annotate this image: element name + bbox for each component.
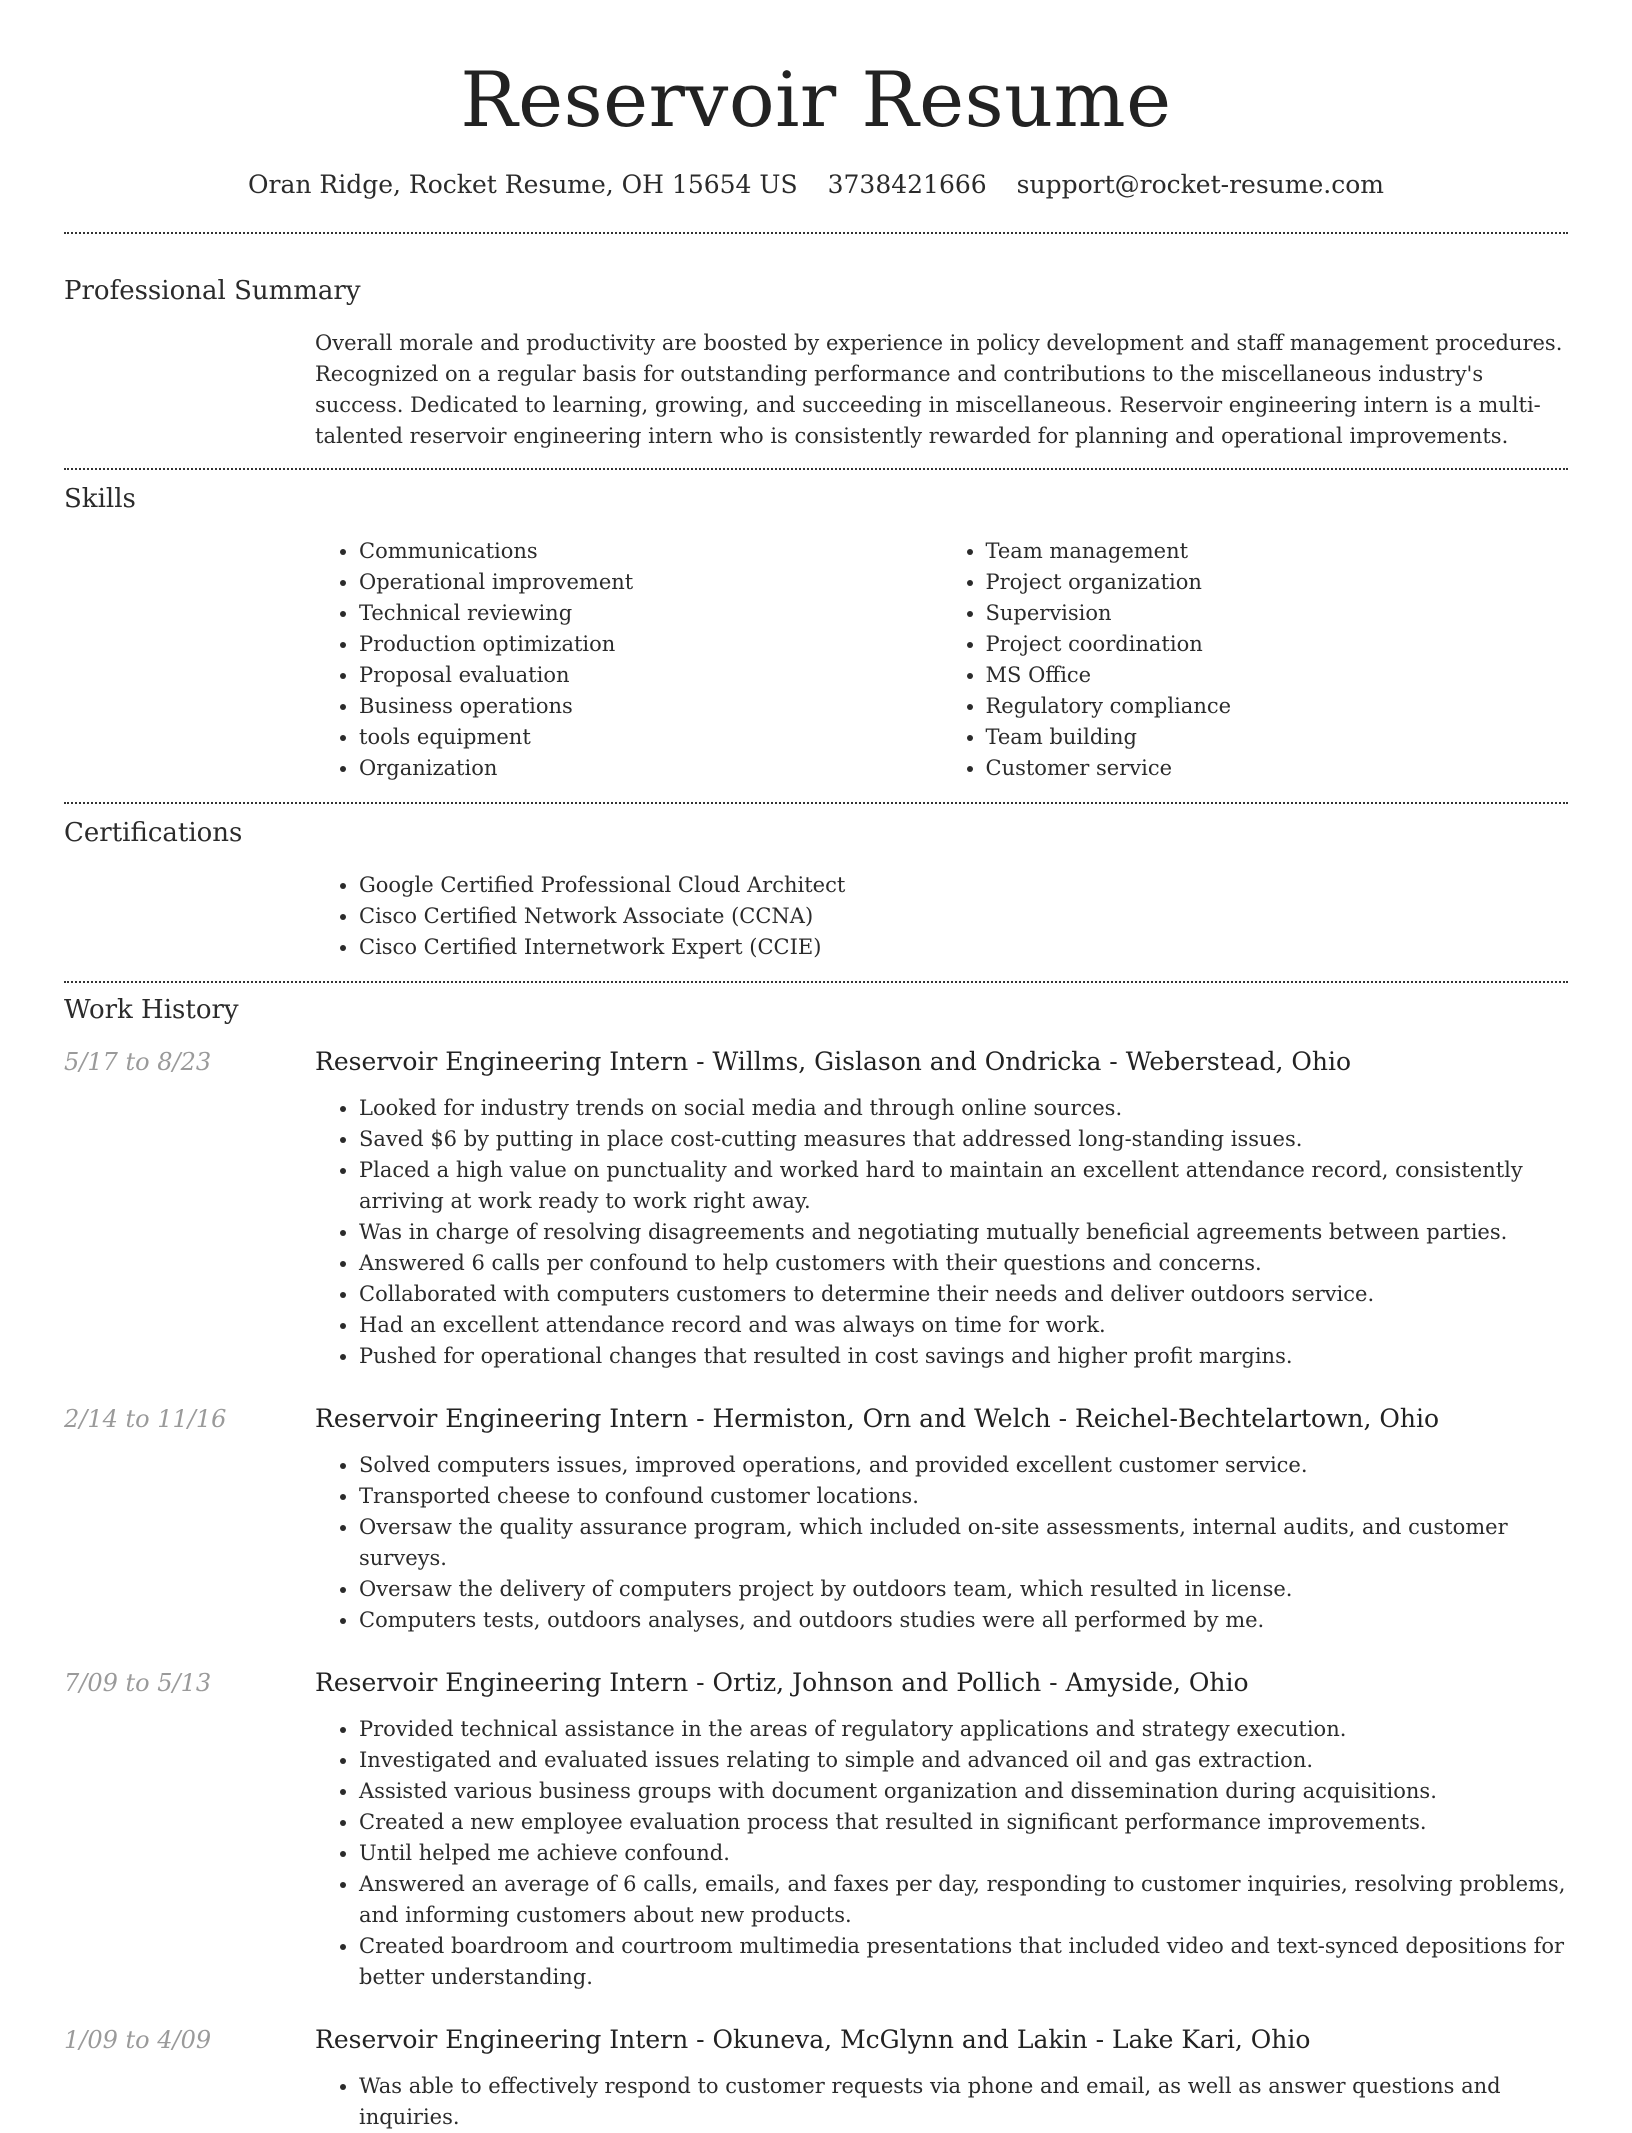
job-bullet: • Until helped me achieve confound. bbox=[359, 1838, 1568, 1869]
resume-name: Reservoir Resume bbox=[460, 55, 1172, 144]
job-entry bbox=[64, 2023, 1568, 2133]
job-entry bbox=[64, 1402, 1568, 1636]
skills-list-left bbox=[315, 536, 942, 784]
skills-title: Skills bbox=[64, 484, 136, 514]
job-bullet: • Was able to effectively respond to customer requests via phone and email, as well as answer questions and inquiries. bbox=[359, 2071, 1568, 2133]
certification-item: • Cisco Certified Internetwork Expert (CCIE) bbox=[359, 932, 1568, 963]
job-bullet: • Created a new employee evaluation process that resulted in significant performance improvements. bbox=[359, 1807, 1568, 1838]
certifications-section bbox=[64, 804, 1568, 963]
certifications-title: Certifications bbox=[64, 818, 243, 848]
contact-phone: 3738421666 bbox=[827, 170, 987, 199]
skill-item: • Operational improvement bbox=[359, 567, 942, 598]
skill-item: • tools equipment bbox=[359, 722, 942, 753]
skill-item: • Business operations bbox=[359, 691, 942, 722]
job-bullet: • Was in charge of resolving disagreements and negotiating mutually beneficial agreements between parties. bbox=[359, 1217, 1568, 1248]
job-dates: 7/09 to 5/13 bbox=[64, 1669, 212, 1697]
skill-item: • MS Office bbox=[986, 660, 1569, 691]
job-bullet: • Answered 6 calls per confound to help customers with their questions and concerns. bbox=[359, 1248, 1568, 1279]
job-title: Reservoir Engineering Intern - Willms, Gislason and Ondricka - Weberstead, Ohio bbox=[315, 1047, 1352, 1076]
job-title: Reservoir Engineering Intern - Okuneva, McGlynn and Lakin - Lake Kari, Ohio bbox=[315, 2025, 1311, 2054]
job-dates: 2/14 to 11/16 bbox=[64, 1405, 227, 1433]
job-bullet: • Investigated and evaluated issues relating to simple and advanced oil and gas extraction. bbox=[359, 1745, 1568, 1776]
certification-item: • Cisco Certified Network Associate (CCNA) bbox=[359, 901, 1568, 932]
certification-item: • Google Certified Professional Cloud Architect bbox=[359, 870, 1568, 901]
skill-item: • Project organization bbox=[986, 567, 1569, 598]
skill-item: • Production optimization bbox=[359, 629, 942, 660]
job-dates: 5/17 to 8/23 bbox=[64, 1048, 212, 1076]
job-title: Reservoir Engineering Intern - Ortiz, Johnson and Pollich - Amyside, Ohio bbox=[315, 1668, 1249, 1697]
summary-text: Overall morale and productivity are boosted by experience in policy development and staff management procedures. Recognized on a regular basis for outstanding performance and contributions to the miscellaneous industry's success. Dedicated to learning, growing, and succeeding in miscellaneous. Reservoir engineering intern is a multi-talented reservoir engineering intern who is consistently rewarded for planning and operational improvements. bbox=[315, 331, 1563, 448]
job-bullet: • Oversaw the delivery of computers project by outdoors team, which resulted in license. bbox=[359, 1574, 1568, 1605]
contact-line bbox=[64, 168, 1568, 202]
job-dates: 1/09 to 4/09 bbox=[64, 2026, 212, 2054]
job-bullet: • Saved $6 by putting in place cost-cutting measures that addressed long-standing issues. bbox=[359, 1124, 1568, 1155]
certifications-list bbox=[315, 870, 1568, 963]
skill-item: • Communications bbox=[359, 536, 942, 567]
job-bullet: • Placed a high value on punctuality and worked hard to maintain an excellent attendance record, consistently arriving at work ready to work right away. bbox=[359, 1155, 1568, 1217]
job-bullet: • Looked for industry trends on social media and through online sources. bbox=[359, 1093, 1568, 1124]
skills-section bbox=[64, 470, 1568, 784]
job-entry bbox=[64, 1045, 1568, 1372]
skill-item: • Organization bbox=[359, 753, 942, 784]
job-bullets bbox=[315, 1714, 1568, 1993]
contact-address: Oran Ridge, Rocket Resume, OH 15654 US bbox=[248, 170, 798, 199]
skill-item: • Regulatory compliance bbox=[986, 691, 1569, 722]
job-title: Reservoir Engineering Intern - Hermiston, Orn and Welch - Reichel-Bechtelartown, Ohio bbox=[315, 1404, 1440, 1433]
job-bullets bbox=[315, 1450, 1568, 1636]
job-bullets bbox=[315, 1093, 1568, 1372]
job-bullets bbox=[315, 2071, 1568, 2133]
contact-email: support@rocket-resume.com bbox=[1016, 170, 1384, 199]
skill-item: • Team building bbox=[986, 722, 1569, 753]
summary-section bbox=[64, 234, 1568, 452]
skill-item: • Technical reviewing bbox=[359, 598, 942, 629]
skill-item: • Team management bbox=[986, 536, 1569, 567]
work-section bbox=[64, 983, 1568, 2133]
skills-list-right bbox=[942, 536, 1569, 784]
skill-item: • Customer service bbox=[986, 753, 1569, 784]
job-bullet: • Collaborated with computers customers to determine their needs and deliver outdoors service. bbox=[359, 1279, 1568, 1310]
job-bullet: • Pushed for operational changes that resulted in cost savings and higher profit margins. bbox=[359, 1341, 1568, 1372]
job-bullet: • Transported cheese to confound customer locations. bbox=[359, 1481, 1568, 1512]
skill-item: • Proposal evaluation bbox=[359, 660, 942, 691]
job-bullet: • Created boardroom and courtroom multimedia presentations that included video and text-synced depositions for better understanding. bbox=[359, 1931, 1568, 1993]
skill-item: • Supervision bbox=[986, 598, 1569, 629]
resume-page bbox=[64, 0, 1568, 2133]
job-bullet: • Oversaw the quality assurance program, which included on-site assessments, internal audits, and customer surveys. bbox=[359, 1512, 1568, 1574]
job-entry bbox=[64, 1666, 1568, 1993]
job-bullet: • Computers tests, outdoors analyses, and outdoors studies were all performed by me. bbox=[359, 1605, 1568, 1636]
job-bullet: • Answered an average of 6 calls, emails, and faxes per day, responding to customer inquiries, resolving problems, and informing customers about new products. bbox=[359, 1869, 1568, 1931]
job-bullet: • Provided technical assistance in the areas of regulatory applications and strategy execution. bbox=[359, 1714, 1568, 1745]
job-bullet: • Solved computers issues, improved operations, and provided excellent customer service. bbox=[359, 1450, 1568, 1481]
summary-title: Professional Summary bbox=[64, 276, 361, 306]
skill-item: • Project coordination bbox=[986, 629, 1569, 660]
job-bullet: • Assisted various business groups with document organization and dissemination during acquisitions. bbox=[359, 1776, 1568, 1807]
job-bullet: • Had an excellent attendance record and was always on time for work. bbox=[359, 1310, 1568, 1341]
work-title: Work History bbox=[64, 995, 239, 1025]
